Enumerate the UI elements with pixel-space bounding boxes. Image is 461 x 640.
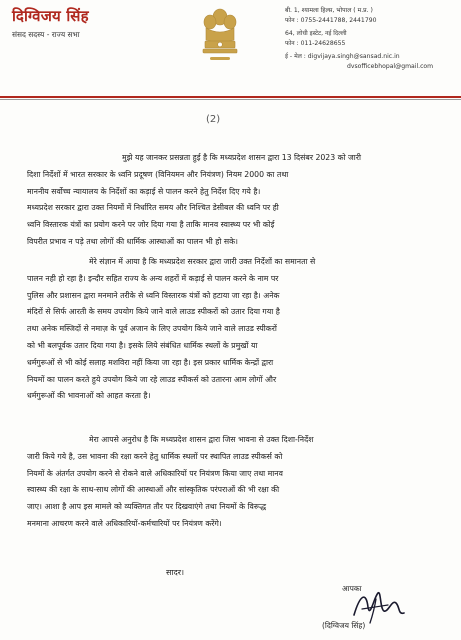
- text-line: विपरीत प्रभाव न पड़े तथा लोगों की धार्मिक आस्थाओं का पालन भी हो सके।: [27, 236, 238, 246]
- text-line: मध्यप्रदेश सरकार द्वारा उक्त नियमों में निर्धारित समय और निश्चित डेसीबल की ध्वनि पर ही: [27, 203, 279, 213]
- text-line: नियमों का पालन करते हुये उपयोग किये जा रहे लाउड स्पीकर्स को उतारना आम लोगों और: [27, 374, 277, 384]
- paragraph-2: [27, 254, 443, 405]
- text-line: जारी किये गये है, उस भावना की रक्षा करने हेतु धार्मिक स्थलों पर स्थापित लाउड स्पीकर्स को: [27, 451, 283, 461]
- email-secondary: dvsofficebhopal@gmail.com: [347, 62, 434, 70]
- text-line: स्वास्थ्य की रक्षा के साथ-साथ लोगों की आस्थाओं और सांस्कृतिक परंपराओं की भी रक्षा की: [27, 485, 280, 495]
- letterhead-designation: संसद सदस्य - राज्य सभा: [12, 30, 80, 39]
- paragraph-1: [27, 150, 443, 251]
- national-emblem-icon: [200, 6, 240, 64]
- address-delhi: 64, लोधी इस्टेट, नई दिल्ली: [285, 30, 347, 38]
- text-line: मंदिरों से सिर्फ आरती के समय उपयोग किये जाने वाले लाउड स्पीकरों को उतार दिया गया है: [27, 307, 280, 317]
- closing-salutation: सादर।: [166, 568, 185, 577]
- text-line: धर्मगुरूओं से भी कोई सलाह मशविरा नहीं किया जा रहा है। इस प्रकार धार्मिक केन्द्रों द्वारा: [27, 357, 274, 367]
- text-line: दिशा निर्देशों में भारत सरकार के ध्वनि प्रदूषण (विनियमन और नियंत्रण) नियम 2000 का तथा: [27, 169, 289, 179]
- text-line: माननीय सर्वोच्च न्यायालय के निर्देशों का कड़ाई से पालन करने हेतु निर्देश दिए गये है।: [27, 186, 261, 196]
- text-line: मनमाना आचरण करने वाले अधिकारियों-कर्मचारियों पर नियंत्रण करेंगे।: [27, 518, 222, 528]
- text-line: पुलिस और प्रशासन द्वारा मनमाने तरीके से ध्वनि विस्तारक यंत्रों को हटाया जा रहा है। अनेक: [27, 290, 280, 300]
- text-line: तथा अनेक मस्जिदों से नमाज़ के पूर्व अजान के लिए उपयोग किये जाने वाले लाउड स्पीकरों: [27, 324, 277, 334]
- header-divider: [0, 96, 461, 98]
- signatory-name: (दिग्विजय सिंह): [322, 621, 366, 630]
- text-line: को भी बलपूर्वक उतार दिया गया है। इसके लिये संबंधित धार्मिक स्थलों के प्रमुखों या: [27, 340, 258, 350]
- text-line: जाए। आशा है आप इस मामले को व्यक्तिगत तौर पर दिखवाएंगे तथा नियमों के विरूद्ध: [27, 502, 267, 512]
- letterhead-address: [285, 6, 457, 72]
- text-line: पालन नही हो रहा है। इन्दौर सहित राज्य के अन्य शहरों में कड़ाई से पालन करने के नाम पर: [27, 273, 279, 283]
- text-line: नियमों के अंतर्गत उपयोग करने से रोकने वाले अधिकारियों पर नियंत्रण किया जाए तथा मानव: [27, 468, 283, 478]
- paragraph-3: [27, 432, 443, 533]
- text-line: मुझे यह जानकर प्रसन्नता हुई है कि मध्यप्रदेश शासन द्वारा 13 दिसंबर 2023 को जारी: [122, 153, 361, 162]
- header-divider-thin: [0, 99, 461, 100]
- phone-bhopal: फोन : 0755-2441788, 2441790: [285, 16, 377, 24]
- phone-delhi: फोन : 011-24628655: [285, 39, 346, 47]
- text-line: मेरे संज्ञान में आया है कि मध्यप्रदेश सरकार द्वारा जारी उक्त निर्देशों का समानता से: [89, 257, 316, 266]
- text-line: मेरा आपसे अनुरोध है कि मध्यप्रदेश शासन द्वारा जिस भावना से उक्त दिशा-निर्देश: [89, 435, 314, 444]
- text-line: धर्मगुरूओं की भावनाओं को आहत करता है।: [27, 391, 151, 401]
- letterhead-name: दिग्विजय सिंह: [12, 7, 89, 25]
- address-bhopal: बी. 1, श्यामला हिल्स, भोपाल ( म.प्र. ): [285, 7, 373, 14]
- email-primary: ई - मेल : digvijaya.singh@sansad.nic.in: [285, 53, 400, 61]
- page-number: (2): [206, 114, 221, 125]
- text-line: ध्वनि विस्तारक यंत्रों का प्रयोग करने पर जोर दिया गया है ताकि मानव स्वास्थ्य पर भी कोई: [27, 220, 275, 230]
- yours-label: आपका: [342, 584, 362, 593]
